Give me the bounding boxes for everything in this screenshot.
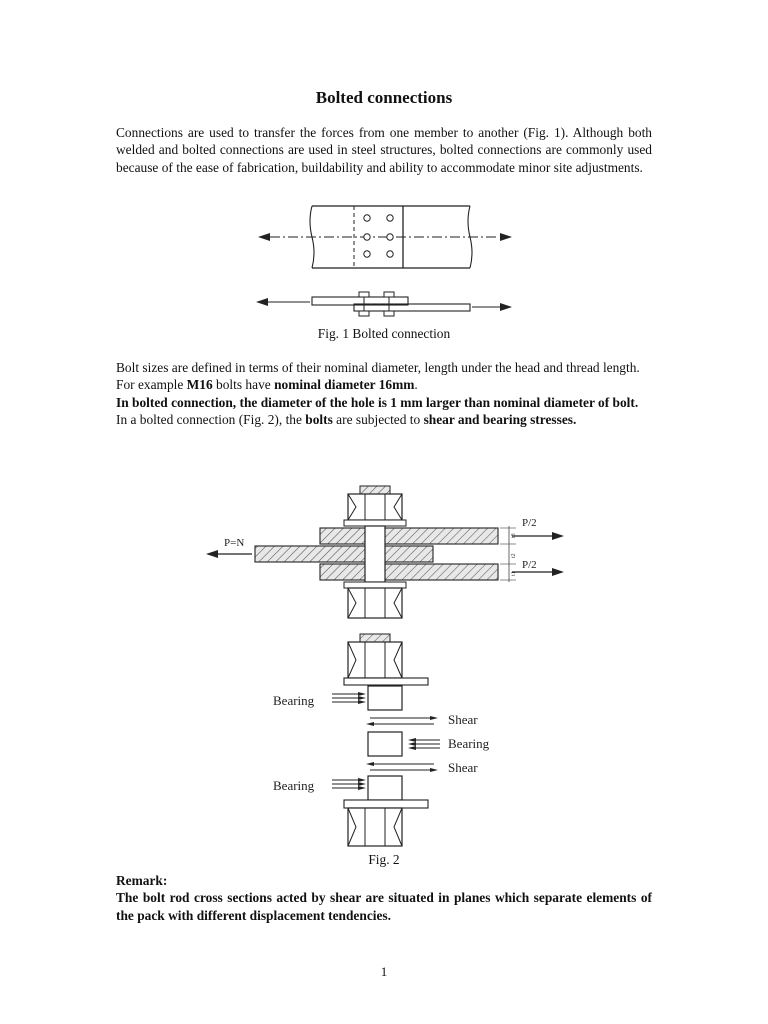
p-half-top-label: P/2	[522, 517, 537, 529]
figure-2-caption: Fig. 2	[368, 852, 400, 867]
nominal-diameter-bold: nominal diameter 16mm	[274, 377, 415, 393]
figure-1-caption: Fig. 1 Bolted connection	[317, 326, 451, 341]
bolt-sizes-line: Bolt sizes are defined in terms of their nominal diameter, length under the head and thread length.	[116, 360, 640, 375]
bearing-top-label: Bearing	[273, 693, 315, 708]
m16-bold: M16	[186, 377, 213, 393]
p-n-label: P=N	[224, 537, 245, 549]
bottom-nut-shape	[344, 582, 406, 618]
bolts-bold: bolts	[305, 412, 333, 428]
m16-prefix: For example	[116, 377, 187, 393]
page-number: 1	[380, 964, 388, 979]
bolt-sizes-paragraph	[116, 359, 652, 429]
shear-top-label: Shear	[448, 712, 478, 727]
m16-example-line	[116, 376, 652, 393]
bolt-stresses-line	[116, 411, 652, 428]
figure-1-bolted-connection	[250, 196, 520, 326]
m16-mid: bolts have	[212, 377, 275, 393]
m16-end: .	[414, 377, 418, 393]
t1-label: t1	[511, 571, 517, 576]
remark-text: The bolt rod cross sections acted by shear are situated in planes which separate elements of the pack with different displacement tendencies.	[116, 890, 652, 923]
stresses-prefix: In a bolted connection (Fig. 2), the	[116, 412, 306, 428]
t3-label: t3	[511, 533, 517, 538]
stresses-mid: are subjected to	[332, 412, 424, 428]
shear-bottom-label: Shear	[448, 760, 478, 775]
page-title: Bolted connections	[315, 88, 453, 107]
t2-label: t2	[511, 553, 517, 558]
top-nut-shape	[344, 486, 406, 526]
figure-2-bolt-stresses	[200, 476, 580, 848]
bearing-mid-label: Bearing	[448, 736, 490, 751]
hole-diameter-note: In bolted connection, the diameter of the hole is 1 mm larger than nominal diameter of bolt.	[116, 394, 639, 410]
remark-block	[116, 872, 652, 924]
remark-title: Remark:	[116, 873, 168, 888]
bearing-bottom-label: Bearing	[273, 778, 315, 793]
p-half-bottom-label: P/2	[522, 559, 537, 571]
intro-paragraph: Connections are used to transfer the forces from one member to another (Fig. 1). Although both welded and bolted connections are used in steel structures, bolted connections are commonly used because of the ease of fabrication, buildability and ability to accommodate minor site adjustments.	[116, 125, 652, 175]
shear-bearing-bold: shear and bearing stresses.	[423, 412, 577, 428]
